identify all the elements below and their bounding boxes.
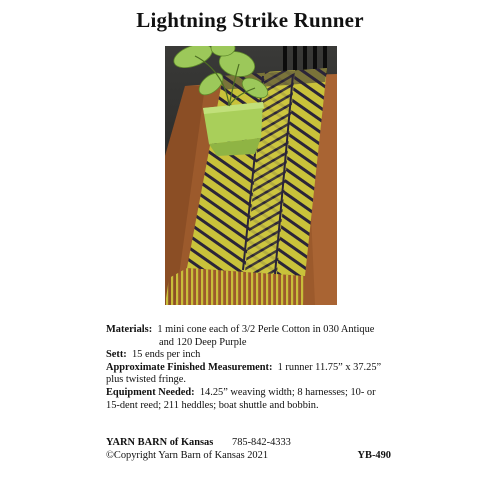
equipment-line-2: 15-dent reed; 211 heddles; boat shuttle and bobbin.: [106, 399, 319, 411]
sett-value: 15 ends per inch: [131, 349, 201, 361]
sett-line: [106, 349, 406, 362]
sett-label: Sett:: [106, 349, 127, 361]
copyright-notice: ©Copyright Yarn Barn of Kansas 2021: [106, 450, 269, 461]
equipment-value: 14.25” weaving width; 8 harnesses; 10- or: [199, 386, 376, 398]
measurement-label: Approximate Finished Measurement:: [106, 361, 273, 373]
materials-value: 1 mini cone each of 3/2 Perle Cotton in 030 Antique: [157, 324, 375, 335]
phone-number: 785-842-4333: [232, 437, 291, 448]
company-name: YARN BARN of Kansas: [106, 437, 214, 448]
page-title: Lightning Strike Runner: [136, 8, 364, 32]
equipment-label: Equipment Needed:: [106, 386, 195, 398]
materials-line: [106, 324, 406, 337]
pattern-specifications: [106, 324, 406, 412]
runner-photo: [165, 46, 337, 305]
product-code: YB-490: [357, 450, 391, 461]
measurement-value: 1 runner 11.75” x 37.25”: [277, 361, 382, 373]
materials-label: Materials:: [106, 324, 153, 335]
materials-line-2: and 120 Deep Purple: [159, 336, 247, 348]
measurement-line-2: plus twisted fringe.: [106, 374, 186, 386]
footer: [106, 436, 406, 462]
measurement-line: [106, 362, 406, 375]
equipment-line: [106, 387, 406, 400]
